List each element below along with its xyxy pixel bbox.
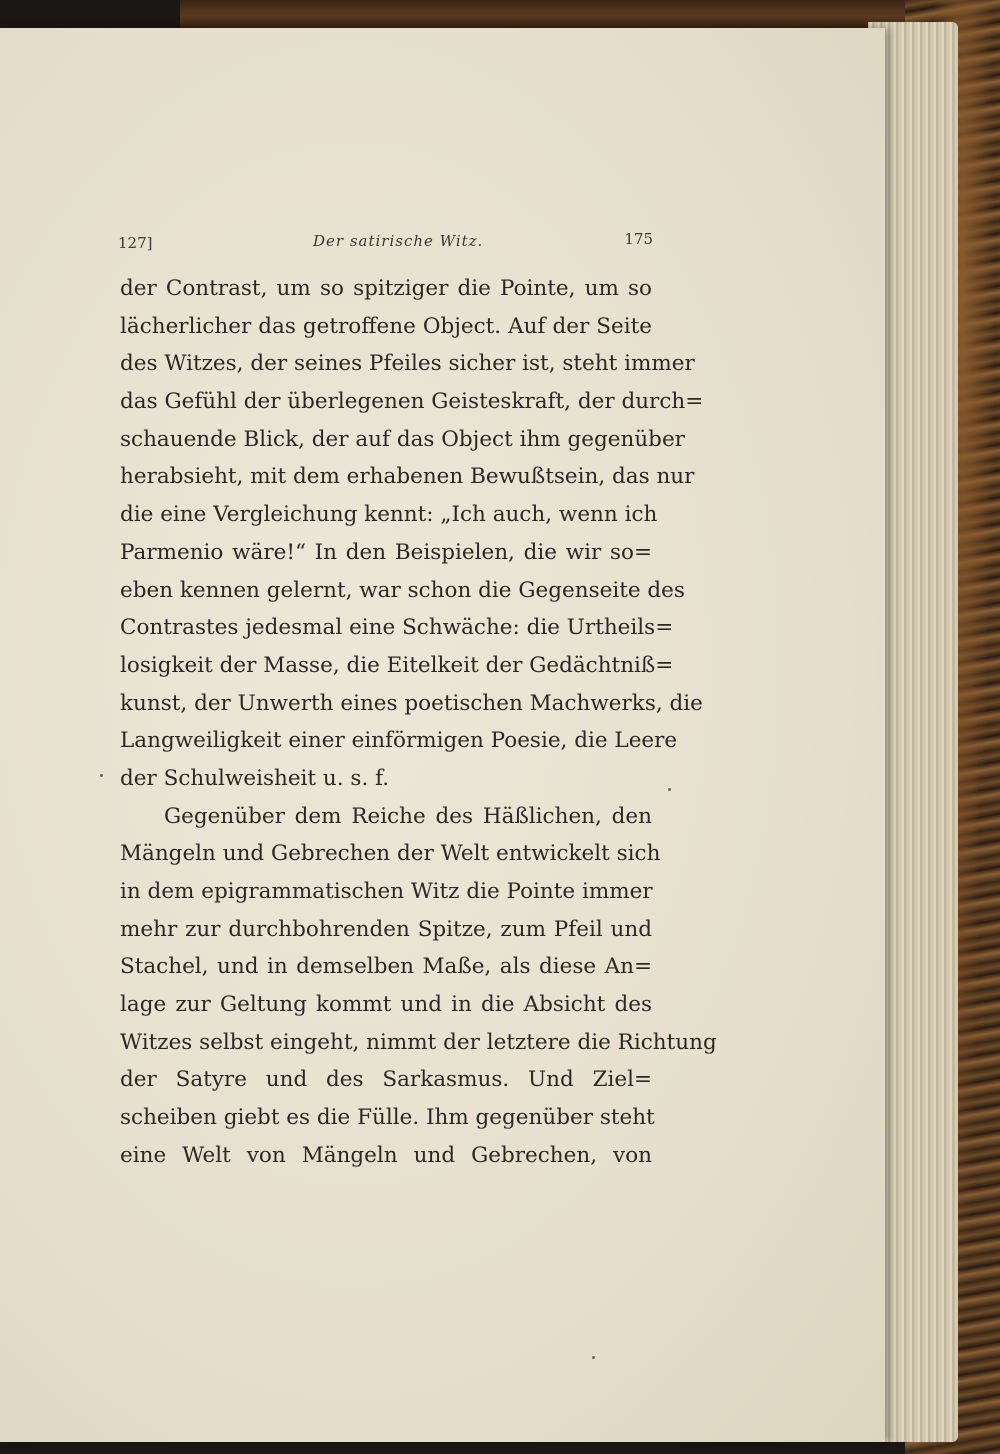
text-line: das Gefühl der überlegenen Geisteskraft, der durch= [120, 389, 704, 415]
text-line: der Schulweisheit u. s. f. [120, 765, 390, 791]
text-line: lächerlicher das getroffene Object. Auf der Seite [120, 313, 652, 339]
text-line: Witzes selbst eingeht, nimmt der letztere die Richtung [120, 1029, 717, 1055]
text-line: mehr zur durchbohrenden Spitze, zum Pfeil und [120, 916, 652, 942]
paper-speck [668, 788, 671, 791]
text-line: in dem epigrammatischen Witz die Pointe immer [120, 879, 653, 904]
text-line: die eine Vergleichung kennt: „Ich auch, wenn ich [120, 502, 658, 528]
text-line: kunst, der Unwerth eines poetischen Machwerks, die [120, 690, 703, 716]
section-number: 127] [118, 234, 153, 252]
running-head [118, 232, 653, 256]
text-line: der Contrast, um so spitziger die Pointe, um so [120, 276, 652, 301]
text-line: losigkeit der Masse, die Eitelkeit der Gedächtniß= [120, 652, 674, 678]
text-line: eine Welt von Mängeln und Gebrechen, von [120, 1142, 652, 1168]
text-line: Gegenüber dem Reiche des Häßlichen, den [164, 803, 652, 829]
text-line: Stachel, und in demselben Maße, als diese An= [120, 954, 652, 980]
text-line: Parmenio wäre!“ In den Beispielen, die wir so= [120, 539, 652, 565]
text-line: eben kennen gelernt, war schon die Gegenseite des [120, 577, 685, 603]
body-text [120, 270, 717, 1175]
text-line: scheiben giebt es die Fülle. Ihm gegenüber steht [120, 1105, 655, 1131]
text-line: Contrastes jedesmal eine Schwäche: die Urtheils= [120, 615, 674, 641]
text-line: herabsieht, mit dem erhabenen Bewußtsein, das nur [120, 464, 695, 490]
text-line: des Witzes, der seines Pfeiles sicher ist, steht immer [120, 351, 695, 377]
text-line: lage zur Geltung kommt und in die Absicht des [120, 992, 652, 1018]
text-line: Mängeln und Gebrechen der Welt entwickelt sich [120, 841, 661, 867]
chapter-title: Der satirische Witz. [313, 232, 484, 250]
text-line: der Satyre und des Sarkasmus. Und Ziel= [120, 1067, 652, 1093]
paper-speck [592, 1356, 595, 1359]
page-number: 175 [624, 230, 653, 248]
text-line: Langweiligkeit einer einförmigen Poesie, die Leere [120, 728, 678, 754]
text-line: schauende Blick, der auf das Object ihm gegenüber [120, 426, 685, 452]
book-page [0, 28, 885, 1442]
paper-speck [100, 774, 103, 777]
